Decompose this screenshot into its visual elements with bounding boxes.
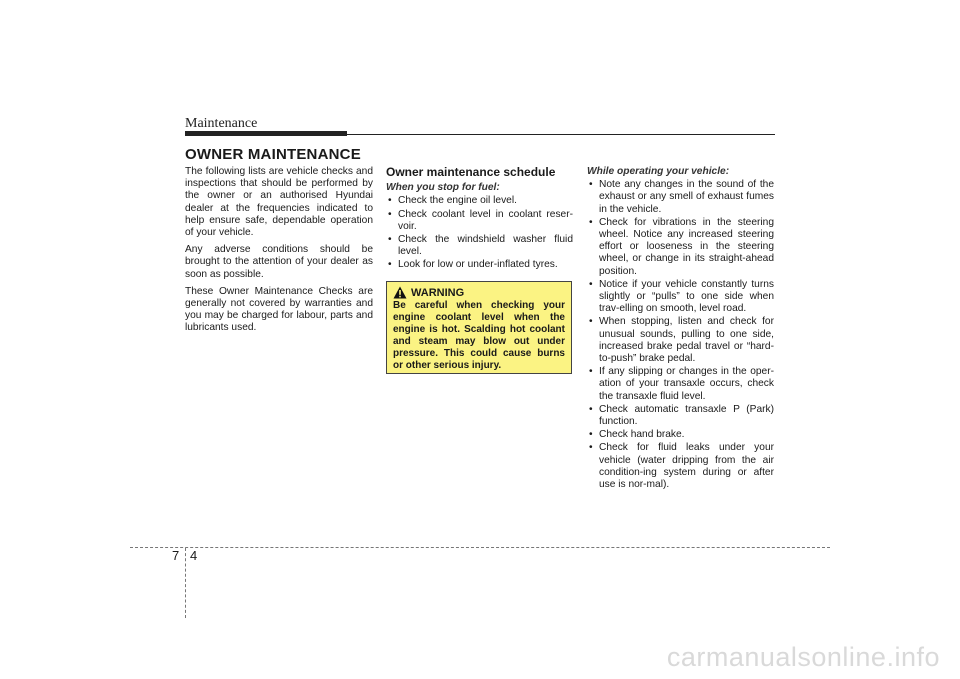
list-item: • Check the engine oil level. xyxy=(386,195,573,207)
list-item: • Check automatic transaxle P (Park) function. xyxy=(587,404,774,428)
operating-heading: While operating your vehicle: xyxy=(587,166,730,177)
schedule-title: Owner maintenance schedule xyxy=(386,165,556,179)
intro-column xyxy=(185,166,373,340)
page-number: 4 xyxy=(190,548,198,563)
operating-list xyxy=(587,179,774,491)
operating-column xyxy=(587,166,774,492)
chapter-number: 7 xyxy=(172,548,180,563)
warning-text: Be careful when checking your engine coolant level when the engine is hot. Scalding hot coolant and steam may blow out under pressure. This could cause burns or other serious injury. xyxy=(393,300,565,371)
list-item: • Check for vibrations in the steering wheel. Notice any increased steering effort or looseness in the steering wheel, or change in its straight-ahead position. xyxy=(587,217,774,278)
list-item: • Check the windshield washer fluid level. xyxy=(386,234,573,258)
intro-paragraph: The following lists are vehicle checks and inspections that should be performed by the owner or an authorised Hyundai dealer at the frequencies indicated to help ensure safe, dependable operation of your vehicle. xyxy=(185,166,373,239)
list-item: • Note any changes in the sound of the exhaust or any smell of exhaust fumes in the vehicle. xyxy=(587,179,774,216)
warning-title: WARNING xyxy=(411,286,465,299)
list-item: • When stopping, listen and check for unusual sounds, pulling to one side, increased brake pedal travel or “hard-to-push” brake pedal. xyxy=(587,316,774,365)
footer-dashed-rule xyxy=(130,547,830,548)
intro-paragraph: Any adverse conditions should be brought to the attention of your dealer as soon as possible. xyxy=(185,244,373,280)
schedule-column xyxy=(386,166,573,273)
list-item: • Notice if your vehicle constantly turns slightly or “pulls” to one side when trav-elling on smooth, level road. xyxy=(587,279,774,316)
footer-dashed-divider xyxy=(185,548,186,618)
watermark: carmanualsonline.info xyxy=(666,642,940,672)
warning-header xyxy=(393,286,565,299)
intro-paragraph: These Owner Maintenance Checks are generally not covered by warranties and you may be charged for labour, parts and lubricants used. xyxy=(185,285,373,334)
header-thin-rule xyxy=(185,134,775,135)
fuel-stop-list xyxy=(386,195,573,271)
section-title: OWNER MAINTENANCE xyxy=(185,146,361,163)
list-item: • Check hand brake. xyxy=(587,429,774,441)
list-item: • Check for fluid leaks under your vehicle (water dripping from the air condition-ing system during or after use is nor-mal). xyxy=(587,442,774,491)
warning-box xyxy=(386,281,572,374)
list-item: • Look for low or under-inflated tyres. xyxy=(386,259,573,271)
page-header-title: Maintenance xyxy=(185,116,258,131)
fuel-stop-heading: When you stop for fuel: xyxy=(386,182,500,194)
list-item: • Check coolant level in coolant reser-voir. xyxy=(386,209,573,233)
list-item: • If any slipping or changes in the oper-ation of your transaxle occurs, check the transaxle fluid level. xyxy=(587,366,774,403)
warning-triangle-icon xyxy=(393,286,407,299)
